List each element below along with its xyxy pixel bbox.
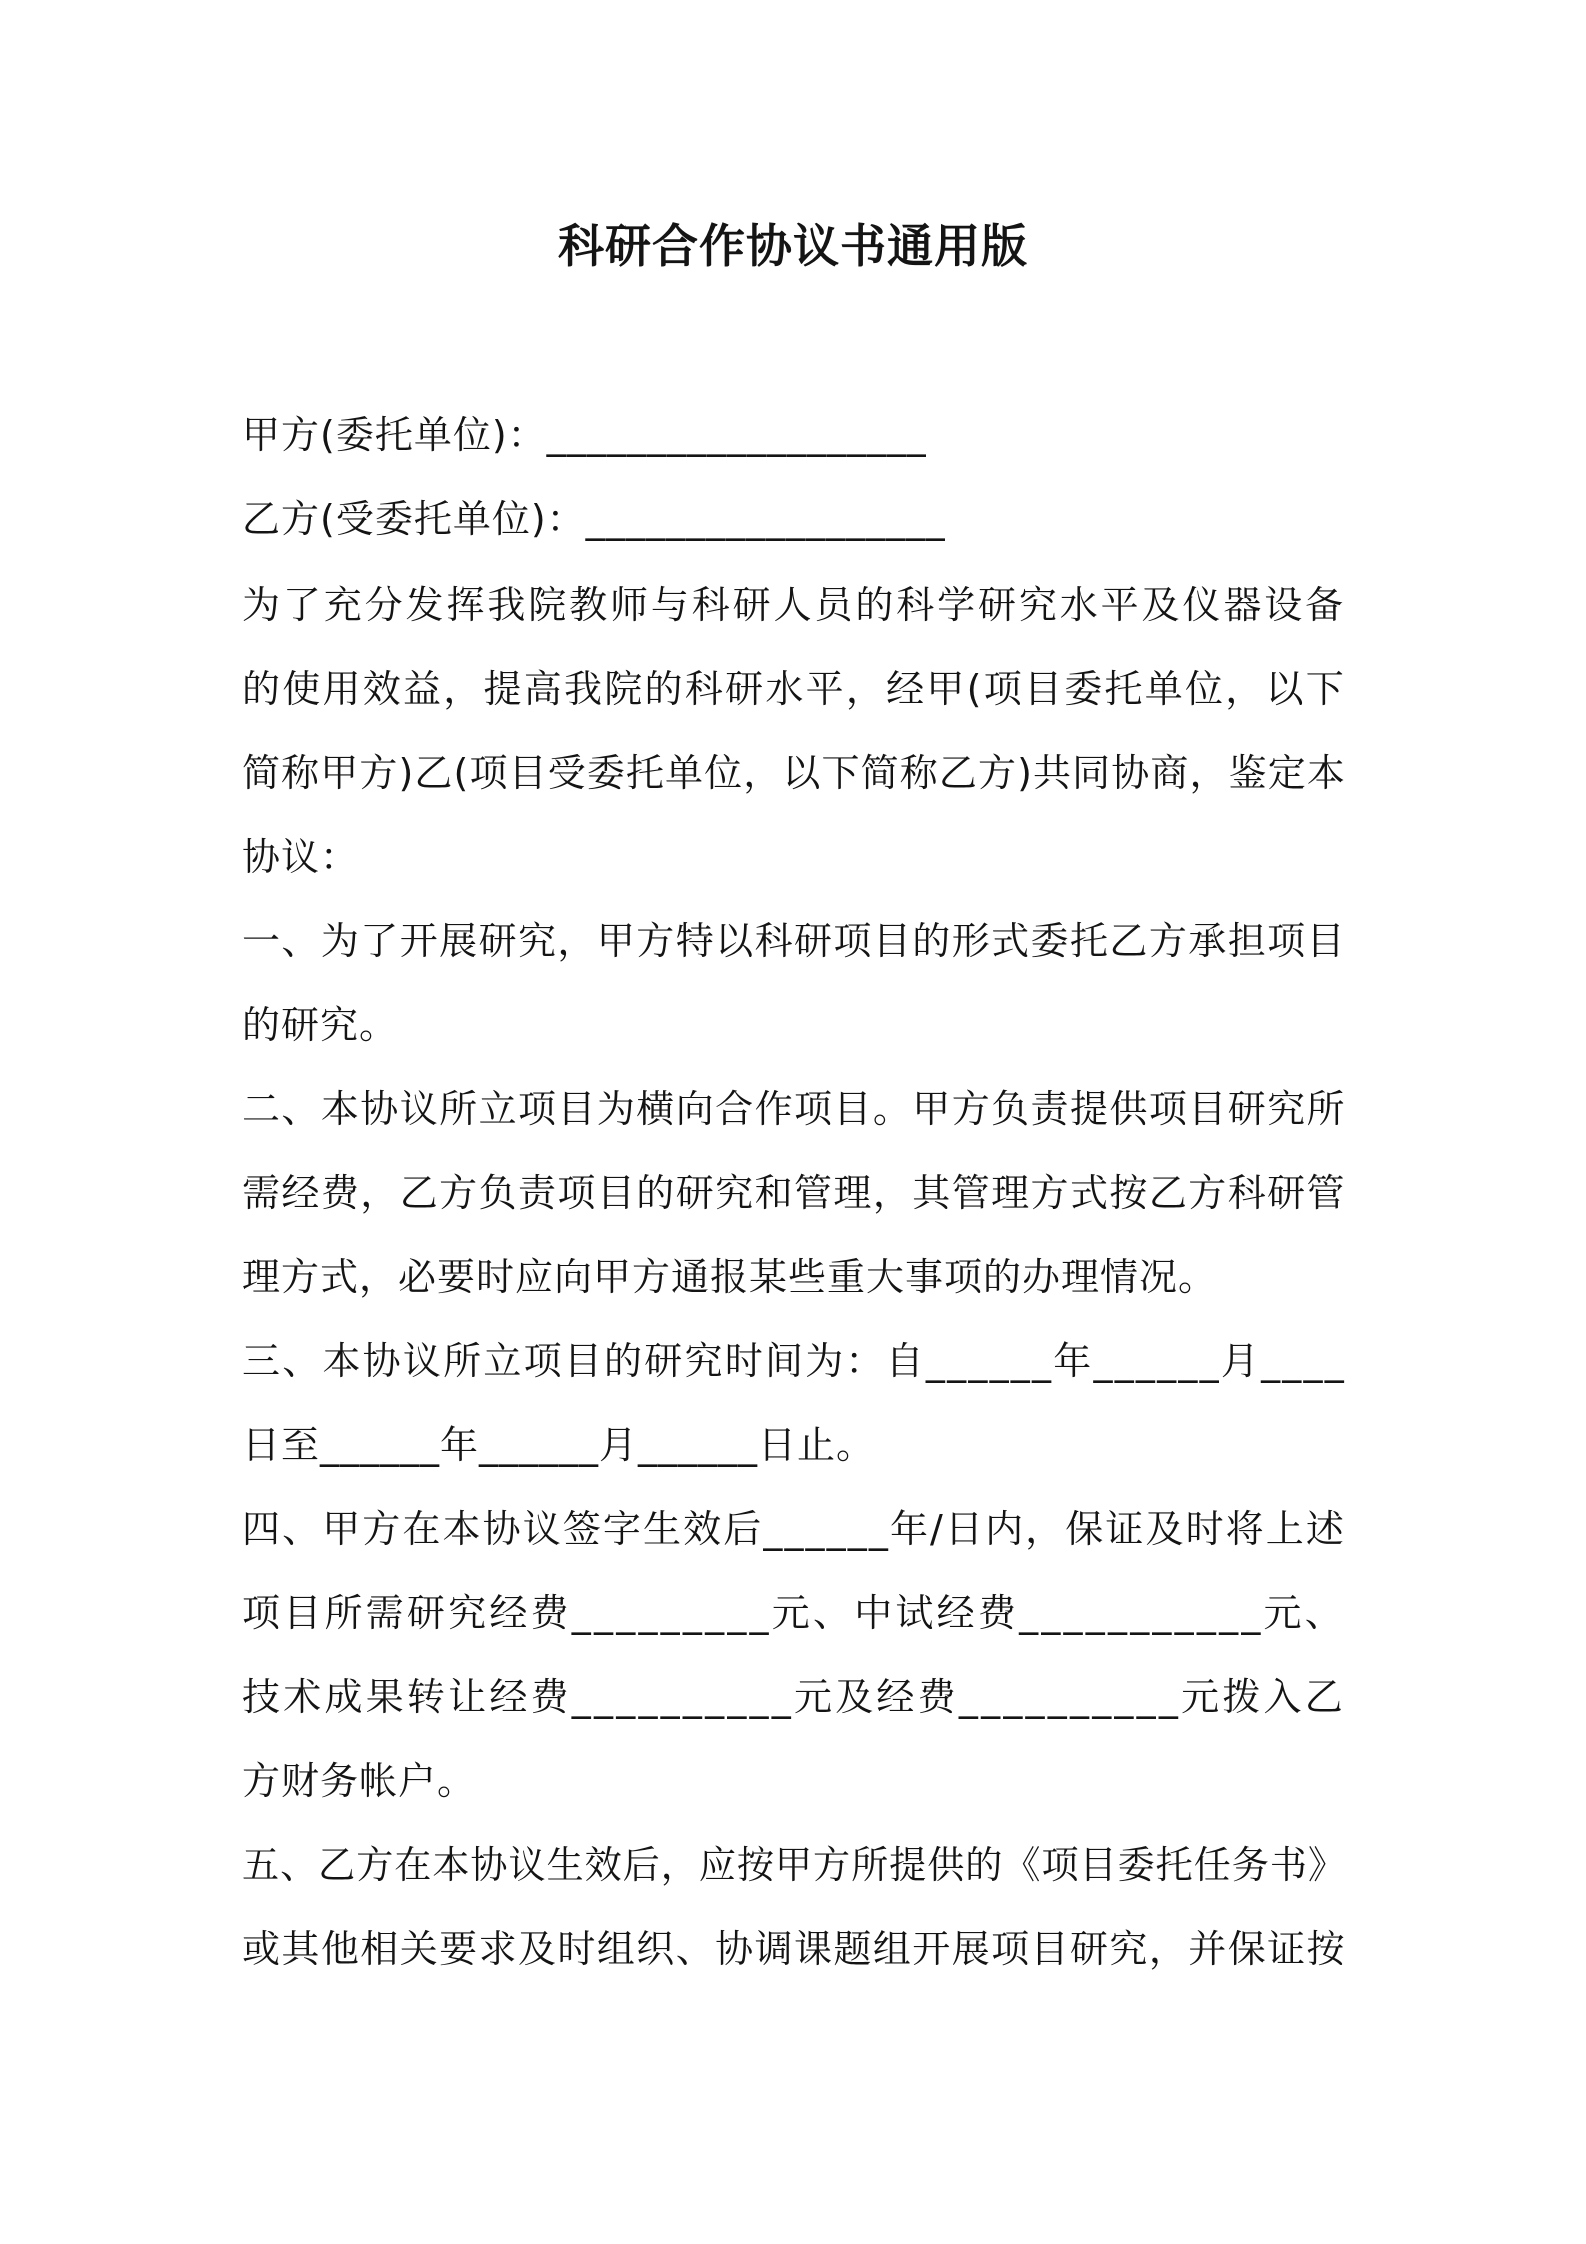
body-text-line: 需经费，乙方负责项目的研究和管理，其管理方式按乙方科研管 — [242, 1171, 1346, 1215]
body-text-line: 方财务帐户。 — [242, 1759, 477, 1803]
body-text-line: 的研究。 — [242, 1003, 399, 1047]
body-text-line: 四、甲方在本协议签字生效后______年/日内，保证及时将上述 — [242, 1507, 1346, 1551]
body-text-line: 技术成果转让经费__________元及经费__________元拨入乙 — [242, 1675, 1346, 1719]
party-line: 乙方(受委托单位)：__________________ — [242, 497, 946, 541]
body-text-line: 一、为了开展研究，甲方特以科研项目的形式委托乙方承担项目 — [242, 919, 1346, 963]
body-text-line: 二、本协议所立项目为横向合作项目。甲方负责提供项目研究所 — [242, 1087, 1346, 1131]
document-title: 科研合作协议书通用版 — [558, 219, 1028, 273]
party-line: 甲方(委托单位)：___________________ — [242, 413, 927, 457]
body-text-line: 协议： — [242, 835, 360, 879]
body-text-line: 日至______年______月______日止。 — [242, 1423, 876, 1467]
body-text-line: 三、本协议所立项目的研究时间为：自______年______月____ — [242, 1339, 1346, 1383]
body-text-line: 项目所需研究经费_________元、中试经费___________元、 — [242, 1591, 1346, 1635]
body-text-line: 理方式，必要时应向甲方通报某些重大事项的办理情况。 — [242, 1255, 1218, 1299]
body-text-line: 为了充分发挥我院教师与科研人员的科学研究水平及仪器设备 — [242, 583, 1346, 627]
body-text-line: 或其他相关要求及时组织、协调课题组开展项目研究，并保证按 — [242, 1927, 1346, 1971]
body-text-line: 简称甲方)乙(项目受委托单位，以下简称乙方)共同协商，鉴定本 — [242, 751, 1346, 795]
body-text-line: 五、乙方在本协议生效后，应按甲方所提供的《项目委托任务书》 — [242, 1843, 1346, 1887]
body-text-line: 的使用效益，提高我院的科研水平，经甲(项目委托单位，以下 — [242, 667, 1346, 711]
